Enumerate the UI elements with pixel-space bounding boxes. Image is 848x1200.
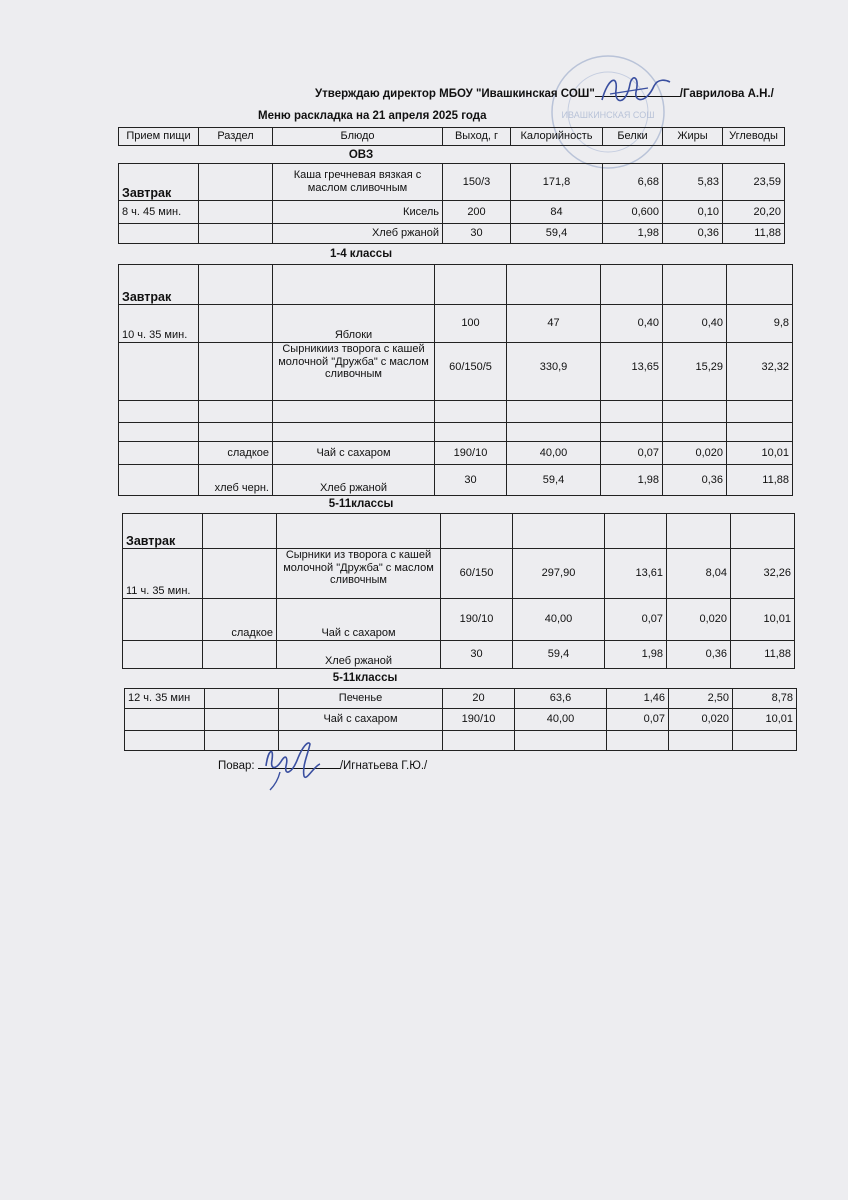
section-title-5-11: 5-11классы [328,498,394,510]
table-row [123,599,795,641]
col-header-protein: Белки [603,128,663,146]
output-cell: 60/150/5 [435,343,507,401]
table-row [123,514,795,549]
col-header-meal: Прием пищи [119,128,199,146]
meal-time: 11 ч. 35 мин. [123,549,203,599]
director-signature-line [595,86,680,97]
dish-cell: Чай с сахаром [273,442,435,465]
cook-signature-line [258,758,340,769]
col-header-section: Раздел [199,128,273,146]
dish-cell: Хлеб ржаной [277,641,441,669]
carbs-cell: 11,88 [727,465,793,496]
dish-cell: Яблоки [273,305,435,343]
section-cell: сладкое [203,599,277,641]
table-row [125,709,797,731]
section-cell [203,549,277,599]
dish-cell: Хлеб ржаной [273,224,443,244]
calories-cell: 330,9 [507,343,601,401]
protein-cell: 13,61 [605,549,667,599]
output-cell: 150/3 [443,164,511,201]
protein-cell: 1,46 [607,689,669,709]
calories-cell: 84 [511,201,603,224]
dish-cell: Хлеб ржаной [273,465,435,496]
dish-cell: Печенье [279,689,443,709]
output-cell: 190/10 [435,442,507,465]
calories-cell: 40,00 [507,442,601,465]
fat-cell: 2,50 [669,689,733,709]
table-row-empty [119,401,793,423]
table-row [123,641,795,669]
output-cell: 20 [443,689,515,709]
protein-cell: 0,07 [605,599,667,641]
director-name: /Гаврилова А.Н./ [679,88,774,100]
calories-cell: 47 [507,305,601,343]
dish-cell: Сырники из творога с кашей молочной "Дружба" с маслом сливочным [277,549,441,599]
output-cell: 100 [435,305,507,343]
section-cell [205,689,279,709]
dish-cell: Чай с сахаром [277,599,441,641]
menu-table-ovz [118,127,785,146]
fat-cell: 0,020 [667,599,731,641]
carbs-cell: 32,32 [727,343,793,401]
section-cell: сладкое [199,442,273,465]
section-cell [199,201,273,224]
fat-cell: 0,36 [663,465,727,496]
carbs-cell: 10,01 [727,442,793,465]
col-header-dish: Блюдо [273,128,443,146]
protein-cell: 1,98 [601,465,663,496]
meal-name: Завтрак [119,265,199,305]
meal-time: 8 ч. 45 мин. [119,201,199,224]
menu-table-5-11 [122,513,795,669]
fat-cell: 0,40 [663,305,727,343]
carbs-cell: 10,01 [733,709,797,731]
carbs-cell: 8,78 [733,689,797,709]
section-cell [199,343,273,401]
output-cell: 30 [435,465,507,496]
section-title-5-11-second: 5-11классы [332,672,398,684]
table-row [119,164,785,201]
fat-cell: 15,29 [663,343,727,401]
protein-cell: 1,98 [605,641,667,669]
col-header-calories: Калорийность [511,128,603,146]
carbs-cell: 11,88 [731,641,795,669]
menu-table-1-4 [118,264,793,496]
output-cell: 30 [441,641,513,669]
carbs-cell: 11,88 [723,224,785,244]
col-header-output: Выход, г [443,128,511,146]
calories-cell: 63,6 [515,689,607,709]
table-row [119,265,793,305]
section-cell [203,641,277,669]
table-row [119,224,785,244]
fat-cell: 0,020 [669,709,733,731]
section-cell [199,164,273,201]
dish-cell: Каша гречневая вязкая с маслом сливочным [273,164,443,201]
protein-cell: 0,40 [601,305,663,343]
calories-cell: 171,8 [511,164,603,201]
carbs-cell: 10,01 [731,599,795,641]
stamp-text: ИВАШКИНСКАЯ СОШ [561,110,655,120]
output-cell: 190/10 [443,709,515,731]
section-title-ovz: ОВЗ [348,149,374,161]
fat-cell: 0,020 [663,442,727,465]
cook-label: Повар: [218,760,255,772]
carbs-cell: 9,8 [727,305,793,343]
protein-cell: 0,07 [601,442,663,465]
section-cell [199,224,273,244]
table-row [119,465,793,496]
table-row [119,201,785,224]
protein-cell: 0,600 [603,201,663,224]
carbs-cell: 23,59 [723,164,785,201]
fat-cell: 0,36 [667,641,731,669]
col-header-fat: Жиры [663,128,723,146]
approval-text: Утверждаю директор МБОУ "Ивашкинская СОШ" [315,88,595,100]
dish-cell: Сырникииз творога с кашей молочной "Дружба" с маслом сливочным [273,343,435,401]
output-cell: 30 [443,224,511,244]
protein-cell: 6,68 [603,164,663,201]
calories-cell: 297,90 [513,549,605,599]
approval-line [315,86,774,100]
col-header-carbs: Углеводы [723,128,785,146]
section-cell [205,709,279,731]
table-row [119,343,793,401]
table-header-row [119,128,785,146]
menu-table-5-11-second [124,688,797,751]
table-row [119,442,793,465]
section-cell [199,305,273,343]
output-cell: 190/10 [441,599,513,641]
table-row-empty [119,423,793,442]
meal-time: 12 ч. 35 мин [125,689,205,709]
calories-cell: 40,00 [515,709,607,731]
carbs-cell: 32,26 [731,549,795,599]
fat-cell: 0,10 [663,201,723,224]
table-row [119,305,793,343]
protein-cell: 13,65 [601,343,663,401]
meal-time: 10 ч. 35 мин. [119,305,199,343]
dish-cell: Кисель [273,201,443,224]
protein-cell: 0,07 [607,709,669,731]
section-title-1-4: 1-4 классы [329,248,393,260]
dish-cell: Чай с сахаром [279,709,443,731]
table-row [123,549,795,599]
cook-name: /Игнатьева Г.Ю./ [339,760,428,772]
menu-table-ovz-body [118,163,785,244]
calories-cell: 59,4 [513,641,605,669]
section-cell: хлеб черн. [199,465,273,496]
table-row [125,689,797,709]
output-cell: 200 [443,201,511,224]
output-cell: 60/150 [441,549,513,599]
protein-cell: 1,98 [603,224,663,244]
table-row-empty [125,731,797,751]
cook-line [218,758,427,772]
meal-name: Завтрак [123,514,203,549]
carbs-cell: 20,20 [723,201,785,224]
menu-title: Меню раскладка на 21 апреля 2025 года [258,110,487,122]
fat-cell: 5,83 [663,164,723,201]
fat-cell: 8,04 [667,549,731,599]
calories-cell: 40,00 [513,599,605,641]
calories-cell: 59,4 [507,465,601,496]
meal-name: Завтрак [119,164,199,201]
fat-cell: 0,36 [663,224,723,244]
calories-cell: 59,4 [511,224,603,244]
